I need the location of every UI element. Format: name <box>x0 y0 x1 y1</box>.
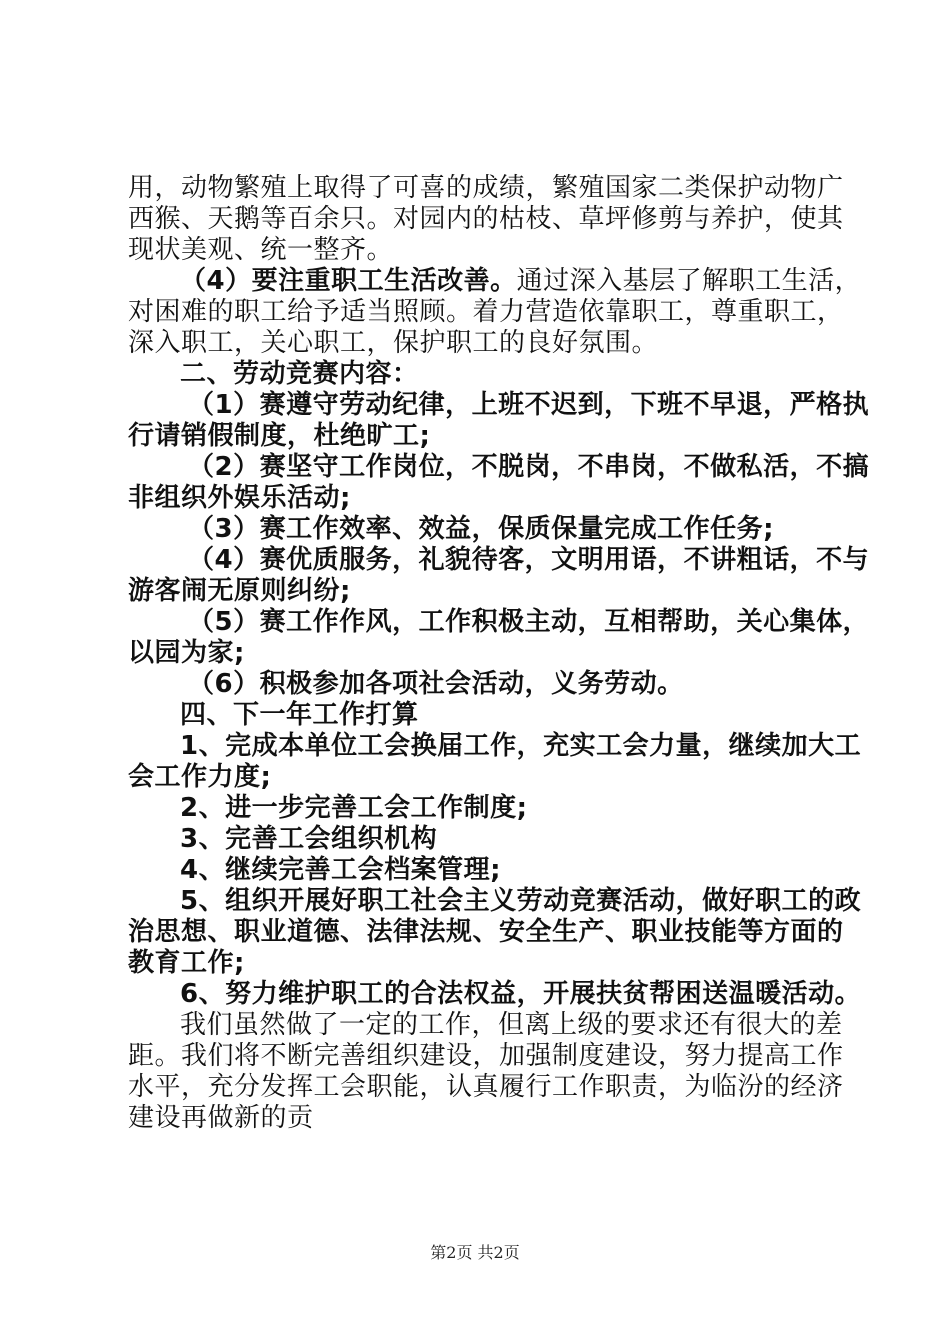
plan-item-continuation: 教育工作; <box>128 948 245 978</box>
plan-item-continuation: 会工作力度; <box>128 762 272 792</box>
list-item: （1）赛遵守劳动纪律，上班不迟到，下班不早退，严格执 <box>188 390 870 420</box>
page-number-footer: 第2页 共2页 <box>430 1243 520 1262</box>
list-item: （6）积极参加各项社会活动，义务劳动。 <box>188 669 684 699</box>
plan-item: 4、继续完善工会档案管理; <box>180 855 501 885</box>
paragraph-line: 用，动物繁殖上取得了可喜的成绩，繁殖国家二类保护动物广 <box>128 173 844 203</box>
plan-item: 1、完成本单位工会换届工作，充实工会力量，继续加大工 <box>180 731 862 761</box>
item-heading: （4）要注重职工生活改善。 <box>180 266 517 296</box>
closing-paragraph-line: 水平，充分发挥工会职能，认真履行工作职责，为临汾的经济 <box>128 1072 844 1102</box>
list-item-continuation: 以园为家; <box>128 638 245 668</box>
closing-paragraph-line: 我们虽然做了一定的工作，但离上级的要求还有很大的差 <box>180 1010 843 1040</box>
closing-paragraph-line: 建设再做新的贡 <box>128 1103 314 1133</box>
paragraph-line: 现状美观、统一整齐。 <box>128 235 394 265</box>
closing-paragraph-line: 距。我们将不断完善组织建设，加强制度建设，努力提高工作 <box>128 1041 844 1071</box>
plan-item-continuation: 治思想、职业道德、法律法规、安全生产、职业技能等方面的 <box>128 917 844 947</box>
paragraph-line: 西猴、天鹅等百余只。对园内的枯枝、草坪修剪与养护，使其 <box>128 204 844 234</box>
document-body <box>128 172 870 1133</box>
list-item-continuation: 行请销假制度，杜绝旷工; <box>128 421 431 451</box>
plan-item: 6、努力维护职工的合法权益，开展扶贫帮困送温暖活动。 <box>180 979 862 1009</box>
section-heading: 二、劳动竞赛内容： <box>180 359 419 389</box>
list-item: （3）赛工作效率、效益，保质保量完成工作任务; <box>188 514 774 544</box>
list-item: （2）赛坚守工作岗位，不脱岗，不串岗，不做私活，不搞 <box>188 452 870 482</box>
list-item: （5）赛工作作风，工作积极主动，互相帮助，关心集体， <box>188 607 870 637</box>
section-heading: 四、下一年工作打算 <box>180 700 419 730</box>
list-item-continuation: 游客闹无原则纠纷; <box>128 576 351 606</box>
plan-item: 2、进一步完善工会工作制度; <box>180 793 528 823</box>
paragraph-line <box>128 265 862 296</box>
list-item-continuation: 非组织外娱乐活动; <box>128 483 351 513</box>
item-text: 通过深入基层了解职工生活， <box>516 266 862 296</box>
list-item: （4）赛优质服务，礼貌待客，文明用语，不讲粗话，不与 <box>188 545 870 575</box>
paragraph-line: 对困难的职工给予适当照顾。着力营造依靠职工，尊重职工， <box>128 297 844 327</box>
plan-item: 5、组织开展好职工社会主义劳动竞赛活动，做好职工的政 <box>180 886 862 916</box>
paragraph-line: 深入职工，关心职工，保护职工的良好氛围。 <box>128 328 659 358</box>
plan-item: 3、完善工会组织机构 <box>180 824 438 854</box>
